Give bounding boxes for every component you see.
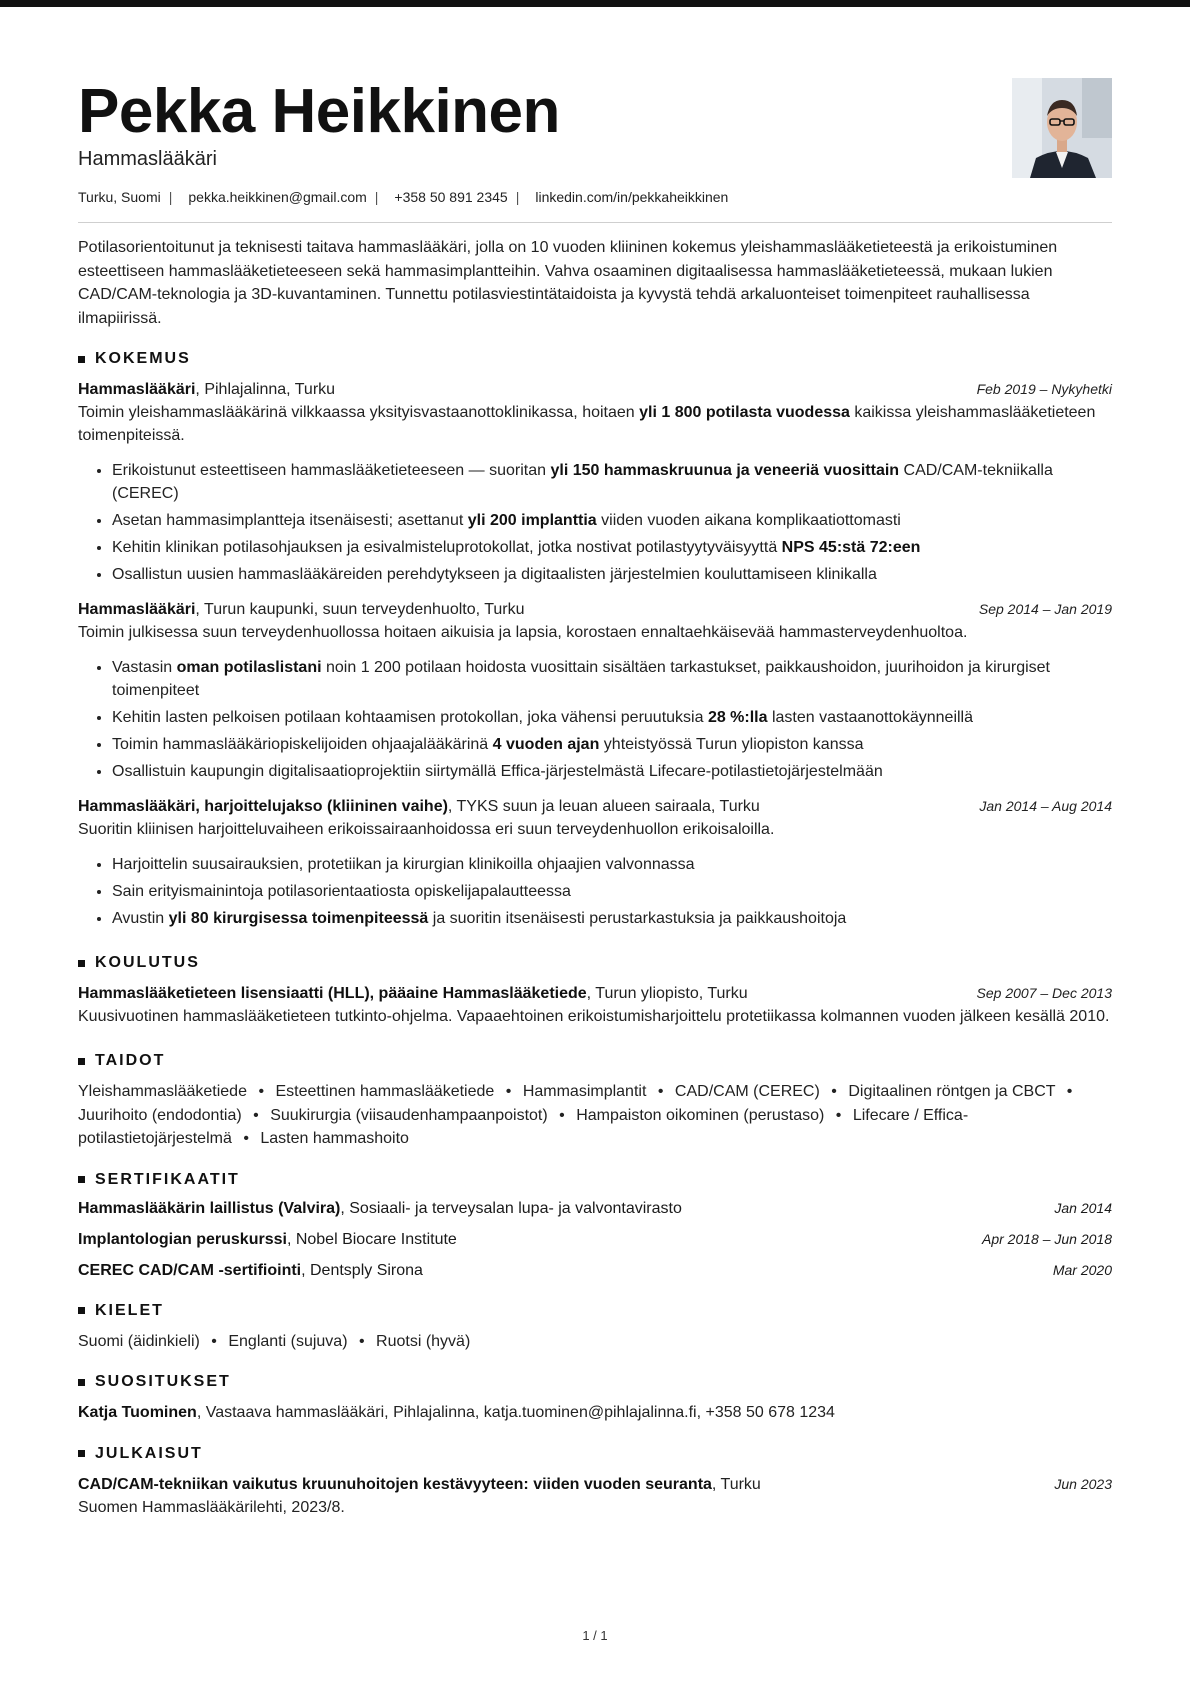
square-bullet-icon — [78, 1176, 85, 1183]
certification-date: Apr 2018 – Jun 2018 — [982, 1230, 1112, 1247]
section-title: KIELET — [95, 1301, 164, 1319]
description-highlight: yli 1 800 potilasta vuodessa — [639, 404, 850, 421]
resume-page — [78, 0, 1112, 1519]
achievement-item — [112, 563, 1112, 586]
job-role: Hammaslääkäri — [78, 601, 196, 618]
certification-title-line — [78, 1198, 682, 1220]
job-title: Hammaslääkäri — [78, 148, 217, 170]
achievement-text: ja suoritin itsenäisesti perustarkastuksia ja paikkaushoitoja — [428, 910, 847, 927]
achievement-highlight: yli 80 kirurgisessa toimenpiteessä — [168, 910, 429, 927]
achievement-text: CAD/CAM-tekniikalla (CEREC) — [112, 462, 1053, 502]
achievement-item — [112, 509, 1112, 532]
person-name: Pekka Heikkinen — [78, 77, 560, 146]
section-heading-languages — [78, 1302, 1112, 1320]
experience-entry — [78, 598, 1112, 783]
achievement-text: yhteistyössä Turun yliopiston kanssa — [599, 736, 864, 753]
language-item: Ruotsi (hyvä) — [376, 1332, 471, 1350]
publication-date: Jun 2023 — [1054, 1475, 1112, 1492]
section-title: TAIDOT — [95, 1052, 166, 1069]
reference-name: Katja Tuominen — [78, 1404, 197, 1421]
experience-date: Jan 2014 – Aug 2014 — [979, 798, 1112, 814]
experience-entry — [78, 378, 1112, 586]
achievement-highlight: yli 150 hammaskruunua ja veneeriä vuosittain — [550, 462, 900, 479]
description-text: Toimin julkisessa suun terveydenhuollossa hoitaen aikuisia ja lapsia, korostaen ennaltaehkäisevää hammasterveydenhuoltoa. — [78, 624, 968, 641]
education-entry — [78, 982, 1112, 1028]
job-role: Hammaslääkäri — [78, 381, 196, 398]
section-title: KOKEMUS — [95, 350, 191, 367]
achievement-item — [112, 706, 1112, 729]
employer-name: , Pihlajalinna, Turku — [195, 381, 336, 398]
email-link[interactable]: pekka.heikkinen@gmail.com — [188, 189, 367, 205]
achievement-list — [78, 459, 1112, 586]
skill-item: Lifecare / Effica-potilastietojärjestelmä — [78, 1106, 969, 1147]
job-role: Hammaslääkäri, harjoittelujakso (kliininen vaihe) — [78, 798, 448, 815]
separator-dot-icon: • — [835, 1106, 842, 1124]
experience-title-line — [78, 796, 760, 818]
achievement-item — [112, 853, 1112, 876]
contact-info — [78, 189, 728, 205]
contact-separator: | — [168, 189, 173, 205]
page-number: 1 / 1 — [582, 1628, 608, 1643]
achievement-text: viiden vuoden aikana komplikaatiottomasti — [596, 512, 901, 529]
achievement-item — [112, 760, 1112, 783]
publication-place: , Turku — [711, 1475, 761, 1493]
experience-title-line — [78, 599, 525, 621]
achievement-text: Sain erityismainintoja potilasorientaatiosta opiskelijapalautteessa — [112, 883, 571, 900]
languages-list — [78, 1330, 1112, 1354]
certification-date: Mar 2020 — [1052, 1261, 1112, 1278]
language-item: Suomi (äidinkieli) — [78, 1332, 200, 1350]
achievement-item — [112, 907, 1112, 930]
certification-name: CEREC CAD/CAM -sertifiointi — [78, 1261, 302, 1279]
achievement-text: Kehitin lasten pelkoisen potilaan kohtaamisen protokollan, joka vähensi peruutuksia — [112, 709, 708, 726]
achievement-highlight: 4 vuoden ajan — [492, 736, 600, 753]
certification-issuer: , Dentsply Sirona — [301, 1261, 423, 1279]
achievement-item — [112, 880, 1112, 903]
achievement-text: Osallistuin kaupungin digitalisaatioprojektiin siirtymällä Effica-järjestelmästä Lifecare-potilastietojärjestelmään — [112, 763, 883, 780]
description-text: kaikissa yleishammaslääketieteen toimenpiteissä. — [78, 404, 1096, 444]
achievement-text: Harjoittelin suusairauksien, protetiikan ja kirurgian klinikoilla ohjaajien valvonnassa — [112, 856, 695, 873]
section-heading-references — [78, 1373, 1112, 1391]
experience-date: Sep 2014 – Jan 2019 — [978, 601, 1112, 617]
achievement-text: Avustin — [112, 910, 169, 927]
separator-dot-icon: • — [211, 1332, 217, 1350]
achievement-text: Kehitin klinikan potilasohjauksen ja esivalmisteluprotokollat, jotka nostivat potilastyytyväisyyttä — [112, 539, 782, 556]
achievement-list — [78, 853, 1112, 930]
skill-item: Suukirurgia (viisaudenhampaanpoistot) — [270, 1106, 548, 1124]
skill-item: Juurihoito (endodontia) — [78, 1106, 242, 1124]
section-heading-education — [78, 954, 1112, 972]
linkedin-link[interactable]: linkedin.com/in/pekkaheikkinen — [535, 189, 729, 205]
certification-row — [78, 1197, 1112, 1220]
skill-item: Digitaalinen röntgen ja CBCT — [848, 1083, 1056, 1100]
achievement-text: Asetan hammasimplantteja itsenäisesti; asettanut — [112, 512, 468, 529]
experience-header — [78, 795, 1112, 818]
education-title — [78, 983, 748, 1005]
separator-dot-icon: • — [559, 1106, 565, 1124]
certification-name: Implantologian peruskurssi — [78, 1230, 287, 1248]
achievement-text: lasten vastaanottokäynneillä — [767, 709, 973, 726]
reference-entry — [78, 1401, 1112, 1425]
description-text: Toimin yleishammaslääkärinä vilkkaassa yksityisvastaanottoklinikassa, hoitaen — [78, 404, 640, 421]
square-bullet-icon — [78, 356, 85, 363]
header-divider — [78, 222, 1112, 223]
achievement-text: Erikoistunut esteettiseen hammaslääketieteeseen — suoritan — [112, 462, 551, 479]
certification-title-line — [78, 1260, 423, 1282]
separator-dot-icon: • — [1066, 1083, 1073, 1100]
experience-entry — [78, 795, 1112, 930]
section-heading-skills — [78, 1052, 1112, 1070]
publication-title: CAD/CAM-tekniikan vaikutus kruunuhoitojen kestävyyteen: viiden vuoden seuranta — [78, 1475, 712, 1493]
skill-item: Yleishammaslääketiede — [78, 1083, 247, 1100]
experience-header — [78, 378, 1112, 401]
achievement-list — [78, 656, 1112, 783]
achievement-text: Vastasin — [112, 659, 177, 676]
experience-description — [78, 818, 1112, 841]
square-bullet-icon — [78, 1058, 85, 1065]
separator-dot-icon: • — [253, 1106, 259, 1124]
certification-issuer: , Nobel Biocare Institute — [286, 1230, 457, 1248]
section-title: KOULUTUS — [95, 954, 200, 971]
reference-details: , Vastaava hammaslääkäri, Pihlajalinna, katja.tuominen@pihlajalinna.fi, +358 50 678 1234 — [196, 1404, 835, 1421]
education-description: Kuusivuotinen hammaslääketieteen tutkinto-ohjelma. Vapaaehtoinen erikoistumisharjoittelu protetiikassa kolmannen vuoden jälkeen kesällä 2010. — [78, 1008, 1110, 1025]
section-heading-experience — [78, 350, 1112, 368]
separator-dot-icon: • — [358, 1332, 365, 1350]
experience-description — [78, 401, 1112, 447]
achievement-highlight: yli 200 implanttia — [467, 512, 597, 529]
experience-header — [78, 598, 1112, 621]
section-title: JULKAISUT — [95, 1444, 203, 1462]
publication-entry — [78, 1473, 1112, 1519]
contact-separator: | — [374, 189, 379, 205]
separator-dot-icon: • — [258, 1083, 265, 1100]
certification-row — [78, 1228, 1112, 1251]
section-title: SERTIFIKAATIT — [95, 1170, 240, 1188]
achievement-highlight: NPS 45:stä 72:een — [781, 539, 921, 556]
skill-item: Lasten hammashoito — [260, 1130, 409, 1147]
achievement-text: Toimin hammaslääkäriopiskelijoiden ohjaajalääkärinä — [112, 736, 493, 753]
certification-issuer: , Sosiaali- ja terveysalan lupa- ja valvontavirasto — [340, 1199, 682, 1217]
contact-separator: | — [515, 189, 520, 205]
separator-dot-icon: • — [831, 1083, 837, 1100]
employer-name: , TYKS suun ja leuan alueen sairaala, Turku — [447, 798, 760, 815]
experience-list — [78, 378, 1112, 930]
phone-link[interactable]: +358 50 891 2345 — [394, 189, 508, 205]
achievement-item — [112, 536, 1112, 559]
skill-item: CAD/CAM (CEREC) — [674, 1083, 820, 1100]
separator-dot-icon: • — [505, 1083, 512, 1100]
language-item: Englanti (sujuva) — [228, 1332, 348, 1350]
certifications-list — [78, 1197, 1112, 1282]
skill-item: Esteettinen hammaslääketiede — [275, 1083, 495, 1100]
degree-name: Hammaslääketieteen lisensiaatti (HLL), pääaine Hammaslääketiede — [78, 985, 587, 1002]
achievement-text: noin 1 200 potilaan hoidosta vuosittain sisältäen tarkastukset, paikkaushoidon, juurihoidon ja kirurgiset toimenpiteet — [112, 659, 1050, 699]
education-header — [78, 982, 1112, 1005]
square-bullet-icon — [78, 1379, 85, 1386]
separator-dot-icon: • — [657, 1083, 664, 1100]
certification-name: Hammaslääkärin laillistus (Valvira) — [78, 1199, 341, 1217]
publication-header — [78, 1473, 1112, 1496]
skill-item: Hampaiston oikominen (perustaso) — [576, 1106, 825, 1124]
description-text: Suoritin kliinisen harjoitteluvaiheen erikoissairaanhoidossa eri suun terveydenhuollon erikoisaloilla. — [78, 821, 775, 838]
achievement-item — [112, 733, 1112, 756]
publication-journal: Suomen Hammaslääkärilehti, 2023/8. — [78, 1498, 345, 1516]
achievement-text: Osallistun uusien hammaslääkäreiden perehdytykseen ja digitaalisten järjestelmien kouluttamiseen klinikalla — [112, 566, 877, 583]
skill-item: Hammasimplantit — [522, 1083, 647, 1100]
experience-title-line — [78, 379, 335, 401]
section-heading-certifications — [78, 1171, 1112, 1189]
profile-photo — [1012, 78, 1112, 178]
separator-dot-icon: • — [243, 1130, 249, 1147]
publication-title-line — [78, 1474, 761, 1496]
certification-title-line — [78, 1229, 457, 1251]
skills-list — [78, 1080, 1112, 1151]
certification-row — [78, 1259, 1112, 1282]
resume-header — [78, 0, 1112, 222]
experience-description — [78, 621, 1112, 644]
location-text: Turku, Suomi — [78, 189, 161, 205]
square-bullet-icon — [78, 960, 85, 967]
section-heading-publications — [78, 1445, 1112, 1463]
certification-date: Jan 2014 — [1054, 1199, 1112, 1216]
achievement-highlight: oman potilaslistani — [176, 659, 322, 676]
section-title: SUOSITUKSET — [95, 1373, 231, 1390]
education-date: Sep 2007 – Dec 2013 — [976, 985, 1112, 1001]
achievement-item — [112, 459, 1112, 505]
achievement-item — [112, 656, 1112, 702]
square-bullet-icon — [78, 1450, 85, 1457]
square-bullet-icon — [78, 1307, 85, 1314]
profile-summary: Potilasorientoitunut ja teknisesti taitava hammaslääkäri, jolla on 10 vuoden kliininen kokemus yleishammaslääketieteestä ja erikoistuminen esteettiseen hammaslääketieteeseen sekä hammasimplantteihin. Vahva osaaminen digitaalisessa hammaslääketieteessä, mukaan lukien CAD/CAM-teknologia ja 3D-kuvantaminen. Tunnettu potilasviestintätaidoista ja kyvystä tehdä arkaluonteiset toimenpiteet rauhallisessa ilmapiirissä. — [78, 239, 1058, 327]
achievement-highlight: 28 %:lla — [707, 709, 768, 726]
school-name: , Turun yliopisto, Turku — [586, 985, 748, 1002]
employer-name: , Turun kaupunki, suun terveydenhuolto, Turku — [195, 601, 525, 618]
experience-date: Feb 2019 – Nykyhetki — [976, 381, 1112, 397]
